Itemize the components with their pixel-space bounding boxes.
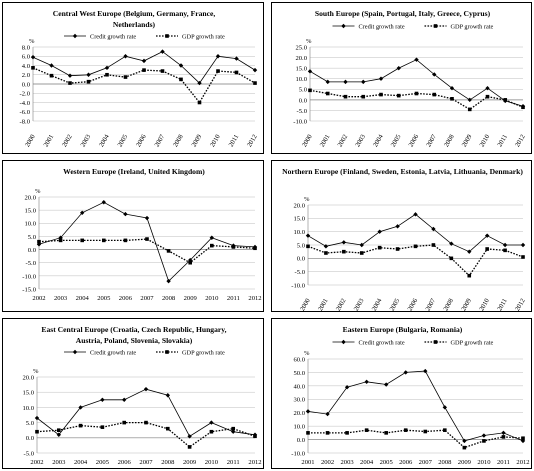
x-tick-label: 2002 (334, 297, 348, 313)
y-axis-unit: % (306, 38, 312, 45)
credit-point (361, 80, 365, 84)
x-tick-label: 2000 (301, 133, 314, 149)
legend-gdp-marker (165, 34, 169, 38)
gdp-point (467, 274, 471, 278)
gdp-point (486, 95, 490, 99)
gdp-point (198, 101, 202, 105)
x-tick-label: 2002 (32, 295, 46, 302)
credit-point (326, 80, 330, 84)
credit-point (142, 59, 146, 63)
x-tick-label: 2008 (442, 297, 456, 313)
legend-gdp-label: GDP growth rate (450, 23, 494, 31)
gdp-point (485, 247, 489, 251)
x-tick-label: 2003 (52, 459, 66, 466)
gdp-point (161, 69, 165, 73)
x-tick-label: 2004 (370, 297, 384, 313)
chart-panel-eastern (271, 318, 532, 469)
y-tick-label: 30.0 (293, 396, 305, 404)
credit-point (216, 54, 220, 58)
x-tick-label: 2003 (79, 133, 93, 149)
y-axis-unit: % (29, 38, 35, 45)
gdp-point (482, 439, 486, 443)
y-axis-unit: % (35, 188, 41, 195)
credit-point (501, 431, 505, 435)
credit-point (105, 66, 109, 70)
credit-point (123, 212, 127, 216)
y-tick-label: 0.0 (25, 435, 34, 443)
y-tick-label: 25.0 (295, 44, 307, 52)
credit-point (482, 433, 486, 437)
y-tick-label: -6.0 (19, 109, 30, 117)
gdp-point (503, 98, 507, 102)
credit-point (145, 216, 149, 220)
y-tick-label: 15.0 (24, 207, 36, 215)
y-tick-label: 0.0 (27, 246, 36, 254)
x-tick-label: 2003 (352, 297, 366, 313)
x-tick-label: 2011 (496, 133, 509, 149)
gdp-growth-line (308, 430, 523, 447)
gdp-point (379, 93, 383, 97)
gdp-point (124, 75, 128, 79)
chart-panel-western (2, 160, 264, 312)
y-tick-label: -10.0 (291, 450, 305, 458)
x-tick-label: 2002 (30, 459, 44, 466)
gdp-point (432, 243, 436, 247)
gdp-point (326, 92, 330, 96)
gdp-point (253, 434, 257, 438)
chart-title: Netherlands) (112, 20, 156, 29)
legend-credit-label: Credit growth rate (90, 349, 137, 357)
credit-point (31, 55, 35, 59)
gdp-point (179, 78, 183, 82)
gdp-point (365, 428, 369, 432)
gdp-growth-line (39, 239, 255, 263)
y-tick-label: 5.0 (27, 233, 36, 241)
y-tick-label: -5.0 (23, 450, 34, 458)
x-tick-label: 2012 (248, 459, 262, 466)
x-tick-label: 2009 (460, 297, 473, 313)
x-tick-label: 2001 (42, 133, 56, 149)
gdp-point (384, 431, 388, 435)
gdp-point (144, 421, 148, 425)
gdp-point (308, 89, 312, 93)
gdp-point (31, 66, 35, 70)
x-tick-label: 2012 (246, 133, 259, 149)
legend-gdp-label: GDP growth rate (182, 349, 225, 357)
credit-point (364, 380, 368, 384)
gdp-point (87, 80, 91, 84)
legend-credit-label: Credit growth rate (358, 23, 405, 31)
chart-svg-1 (272, 3, 531, 153)
gdp-point (105, 73, 109, 77)
gdp-point (342, 250, 346, 254)
y-tick-label: 20.0 (293, 202, 305, 210)
x-tick-label: 2004 (98, 133, 111, 149)
y-tick-label: -10.0 (293, 118, 307, 126)
gdp-point (306, 431, 310, 435)
credit-point (234, 56, 238, 60)
x-tick-label: 2006 (118, 295, 132, 302)
y-tick-label: -15.0 (22, 286, 36, 294)
x-tick-label: 2011 (496, 459, 510, 466)
gdp-growth-line (308, 245, 523, 276)
gdp-point (142, 68, 146, 72)
y-tick-label: 0.0 (298, 97, 307, 105)
gdp-point (188, 445, 192, 449)
x-tick-label: 2004 (75, 295, 89, 302)
y-tick-label: 6.0 (21, 53, 30, 61)
gdp-point (306, 245, 310, 249)
y-tick-label: -10.0 (291, 282, 305, 290)
x-tick-label: 2009 (190, 133, 204, 149)
credit-point (166, 393, 170, 397)
x-tick-label: 2012 (248, 295, 262, 302)
chart-panel-northern (271, 160, 532, 312)
y-tick-label: -8.0 (19, 118, 30, 126)
x-tick-label: 2011 (496, 297, 509, 313)
gdp-point (521, 436, 525, 440)
chart-title: Northern Europe (Finland, Sweden, Estonia, Latvia, Lithuania, Denmark) (282, 167, 523, 176)
x-tick-label: 2011 (227, 133, 241, 149)
y-tick-label: -5.0 (294, 269, 305, 277)
gdp-point (415, 92, 419, 96)
x-tick-label: 2010 (478, 133, 492, 149)
credit-growth-line (37, 389, 255, 436)
x-tick-label: 2007 (139, 459, 153, 466)
y-tick-label: -5.0 (296, 107, 307, 115)
y-tick-label: -10.0 (22, 273, 36, 281)
x-tick-label: 2009 (183, 295, 197, 302)
x-tick-label: 2010 (477, 459, 491, 466)
gdp-point (124, 239, 128, 243)
x-tick-label: 2012 (514, 133, 527, 149)
y-tick-label: 5.0 (25, 420, 34, 427)
y-tick-label: -5.0 (25, 260, 36, 268)
legend-credit-marker (341, 340, 345, 344)
y-tick-label: -4.0 (19, 99, 30, 107)
gdp-point (145, 237, 149, 241)
gdp-point (35, 430, 39, 434)
x-tick-label: 2012 (516, 459, 530, 466)
y-axis-unit: % (304, 350, 310, 357)
gdp-point (102, 239, 106, 243)
x-tick-label: 2001 (301, 459, 315, 466)
y-tick-label: 10.0 (293, 229, 305, 237)
x-tick-label: 2001 (316, 297, 330, 313)
x-tick-label: 2007 (418, 459, 432, 466)
x-tick-label: 2005 (379, 459, 393, 466)
x-tick-label: 2009 (183, 459, 197, 466)
credit-point (397, 66, 401, 70)
legend-credit-marker (73, 34, 77, 38)
x-tick-label: 2007 (140, 295, 154, 302)
gdp-point (80, 239, 84, 243)
x-tick-label: 2011 (226, 459, 240, 466)
chart-panel-east-central (2, 318, 264, 469)
gdp-point (432, 93, 436, 97)
gdp-point (378, 246, 382, 250)
y-tick-label: 10.0 (22, 404, 34, 412)
gdp-point (50, 74, 54, 78)
chart-title: Western Europe (Ireland, United Kingdom) (63, 167, 205, 176)
gdp-point (210, 244, 214, 248)
credit-point (308, 69, 312, 73)
y-tick-label: 15.0 (293, 215, 305, 223)
gdp-point (324, 251, 328, 255)
chart-svg-4 (3, 319, 263, 468)
credit-point (395, 224, 399, 228)
x-tick-label: 2003 (54, 295, 68, 302)
gdp-point (414, 245, 418, 249)
y-tick-label: 60.0 (293, 356, 305, 364)
chart-panel-south (271, 2, 532, 154)
gdp-point (122, 421, 126, 425)
x-tick-label: 2003 (354, 133, 367, 149)
x-tick-label: 2009 (457, 459, 471, 466)
x-tick-label: 2009 (460, 133, 474, 149)
credit-point (503, 243, 507, 247)
gdp-point (235, 71, 239, 75)
gdp-point (216, 69, 220, 73)
credit-point (342, 240, 346, 244)
x-tick-label: 2004 (74, 459, 88, 466)
gdp-point (57, 428, 61, 432)
credit-point (86, 73, 90, 77)
x-tick-label: 2006 (135, 133, 148, 149)
y-tick-label: 40.0 (293, 383, 305, 391)
y-tick-label: 20.0 (293, 410, 305, 418)
legend-credit-marker (73, 350, 77, 354)
x-tick-label: 2005 (388, 297, 402, 313)
chart-title: East Central Europe (Croatia, Czech Republic, Hungary, (41, 325, 227, 334)
x-tick-label: 2004 (360, 459, 374, 466)
y-tick-label: 15.0 (295, 65, 307, 73)
y-tick-label: 20.0 (295, 54, 307, 62)
credit-point (102, 200, 106, 204)
y-tick-label: 20.0 (24, 194, 36, 202)
credit-point (306, 233, 310, 237)
x-tick-label: 2000 (24, 133, 37, 149)
x-tick-label: 2010 (209, 133, 222, 149)
chart-svg-2 (3, 161, 263, 311)
gdp-point (360, 251, 364, 255)
legend-gdp-label: GDP growth rate (182, 33, 225, 41)
chart-svg-0 (3, 3, 263, 153)
gdp-point (167, 249, 171, 253)
gdp-point (361, 95, 365, 99)
x-tick-label: 2007 (153, 133, 167, 149)
x-tick-label: 2000 (299, 297, 312, 313)
legend-gdp-label: GDP growth rate (450, 339, 494, 347)
x-tick-label: 2010 (478, 297, 491, 313)
credit-point (49, 63, 53, 67)
gdp-point (468, 108, 472, 112)
credit-growth-line (310, 60, 523, 106)
gdp-point (404, 428, 408, 432)
x-tick-label: 2005 (389, 133, 403, 149)
x-tick-label: 2007 (424, 297, 438, 313)
x-tick-label: 2005 (95, 459, 109, 466)
y-tick-label: 50.0 (293, 369, 305, 377)
credit-point (123, 54, 127, 58)
gdp-point (166, 427, 170, 431)
chart-svg-5 (272, 319, 531, 468)
legend-gdp-marker (165, 350, 169, 354)
x-tick-label: 2005 (97, 295, 111, 302)
x-tick-label: 2001 (318, 133, 332, 149)
x-tick-label: 2012 (514, 297, 527, 313)
x-tick-label: 2006 (117, 459, 131, 466)
x-tick-label: 2002 (61, 133, 74, 149)
y-axis-unit: % (33, 368, 39, 375)
credit-point (379, 77, 383, 81)
x-tick-label: 2005 (116, 133, 130, 149)
gdp-point (68, 81, 72, 85)
y-tick-label: 10.0 (293, 423, 305, 431)
y-tick-label: 0.0 (21, 81, 30, 89)
credit-point (209, 420, 213, 424)
credit-point (521, 243, 525, 247)
gdp-point (423, 430, 427, 434)
gdp-point (37, 240, 41, 244)
chart-title: Austria, Poland, Slovenia, Slovakia) (75, 336, 193, 345)
x-tick-label: 2008 (438, 459, 452, 466)
gdp-point (231, 427, 235, 431)
credit-growth-line (39, 202, 255, 281)
credit-point (343, 80, 347, 84)
x-tick-label: 2006 (406, 297, 420, 313)
legend-credit-label: Credit growth rate (358, 339, 405, 347)
y-tick-label: -2.0 (19, 90, 30, 98)
x-tick-label: 2010 (205, 295, 219, 302)
gdp-point (79, 424, 83, 428)
gdp-point (463, 446, 467, 450)
x-tick-label: 2010 (204, 459, 218, 466)
gdp-point (188, 261, 192, 265)
y-tick-label: 0.0 (296, 255, 305, 263)
credit-point (253, 68, 257, 72)
gdp-point (502, 435, 506, 439)
x-tick-label: 2002 (336, 133, 350, 149)
gdp-point (396, 247, 400, 251)
legend-credit-label: Credit growth rate (90, 33, 137, 41)
gdp-point (521, 105, 525, 109)
x-tick-label: 2002 (320, 459, 335, 466)
chart-svg-3 (272, 161, 531, 311)
x-tick-label: 2004 (372, 133, 385, 149)
y-tick-label: 8.0 (21, 44, 30, 52)
chart-panel-central-west (2, 2, 264, 154)
y-axis-unit: % (304, 196, 310, 203)
gdp-point (397, 94, 401, 98)
x-tick-label: 2011 (226, 295, 240, 302)
x-tick-label: 2008 (172, 133, 185, 149)
x-tick-label: 2006 (399, 459, 413, 466)
gdp-point (326, 431, 330, 435)
credit-point (68, 73, 72, 77)
chart-title: Central West Europe (Belgium, Germany, France, (52, 9, 216, 18)
y-tick-label: 5.0 (296, 242, 305, 250)
y-tick-label: 10.0 (295, 76, 307, 84)
gdp-point (59, 239, 63, 243)
gdp-point (450, 97, 454, 101)
gdp-point (253, 246, 257, 250)
gdp-point (345, 431, 349, 435)
y-tick-label: 5.0 (298, 86, 307, 94)
x-tick-label: 2008 (162, 295, 176, 302)
y-tick-label: 10.0 (24, 220, 36, 228)
credit-point (100, 398, 104, 402)
gdp-growth-line (33, 68, 255, 103)
x-tick-label: 2008 (443, 133, 456, 149)
credit-point (122, 398, 126, 402)
x-tick-label: 2003 (340, 459, 354, 466)
y-tick-label: 15.0 (22, 389, 34, 397)
legend-gdp-marker (434, 24, 438, 28)
gdp-point (344, 95, 348, 99)
y-tick-label: 0.0 (296, 436, 305, 444)
x-tick-label: 2007 (425, 133, 438, 149)
legend-gdp-marker (434, 340, 438, 344)
credit-point (144, 387, 148, 391)
y-tick-label: 20.0 (22, 374, 34, 382)
gdp-point (232, 245, 236, 249)
legend-credit-marker (341, 24, 345, 28)
chart-title: Eastern Europe (Bulgaria, Romania) (342, 325, 463, 334)
credit-point (404, 370, 408, 374)
y-tick-label: 2.0 (21, 72, 30, 80)
gdp-point (210, 430, 214, 434)
gdp-point (450, 257, 454, 261)
credit-point (468, 98, 472, 102)
y-tick-label: 4.0 (21, 62, 30, 70)
chart-title: South Europe (Spain, Portugal, Italy, Greece, Cyprus) (314, 9, 491, 18)
gdp-point (521, 255, 525, 259)
x-tick-label: 2006 (407, 133, 421, 149)
gdp-point (443, 428, 447, 432)
credit-point (443, 405, 447, 409)
gdp-point (253, 81, 257, 85)
gdp-growth-line (37, 423, 255, 447)
gdp-point (503, 249, 507, 253)
gdp-point (101, 425, 105, 429)
x-tick-label: 2008 (161, 459, 175, 466)
